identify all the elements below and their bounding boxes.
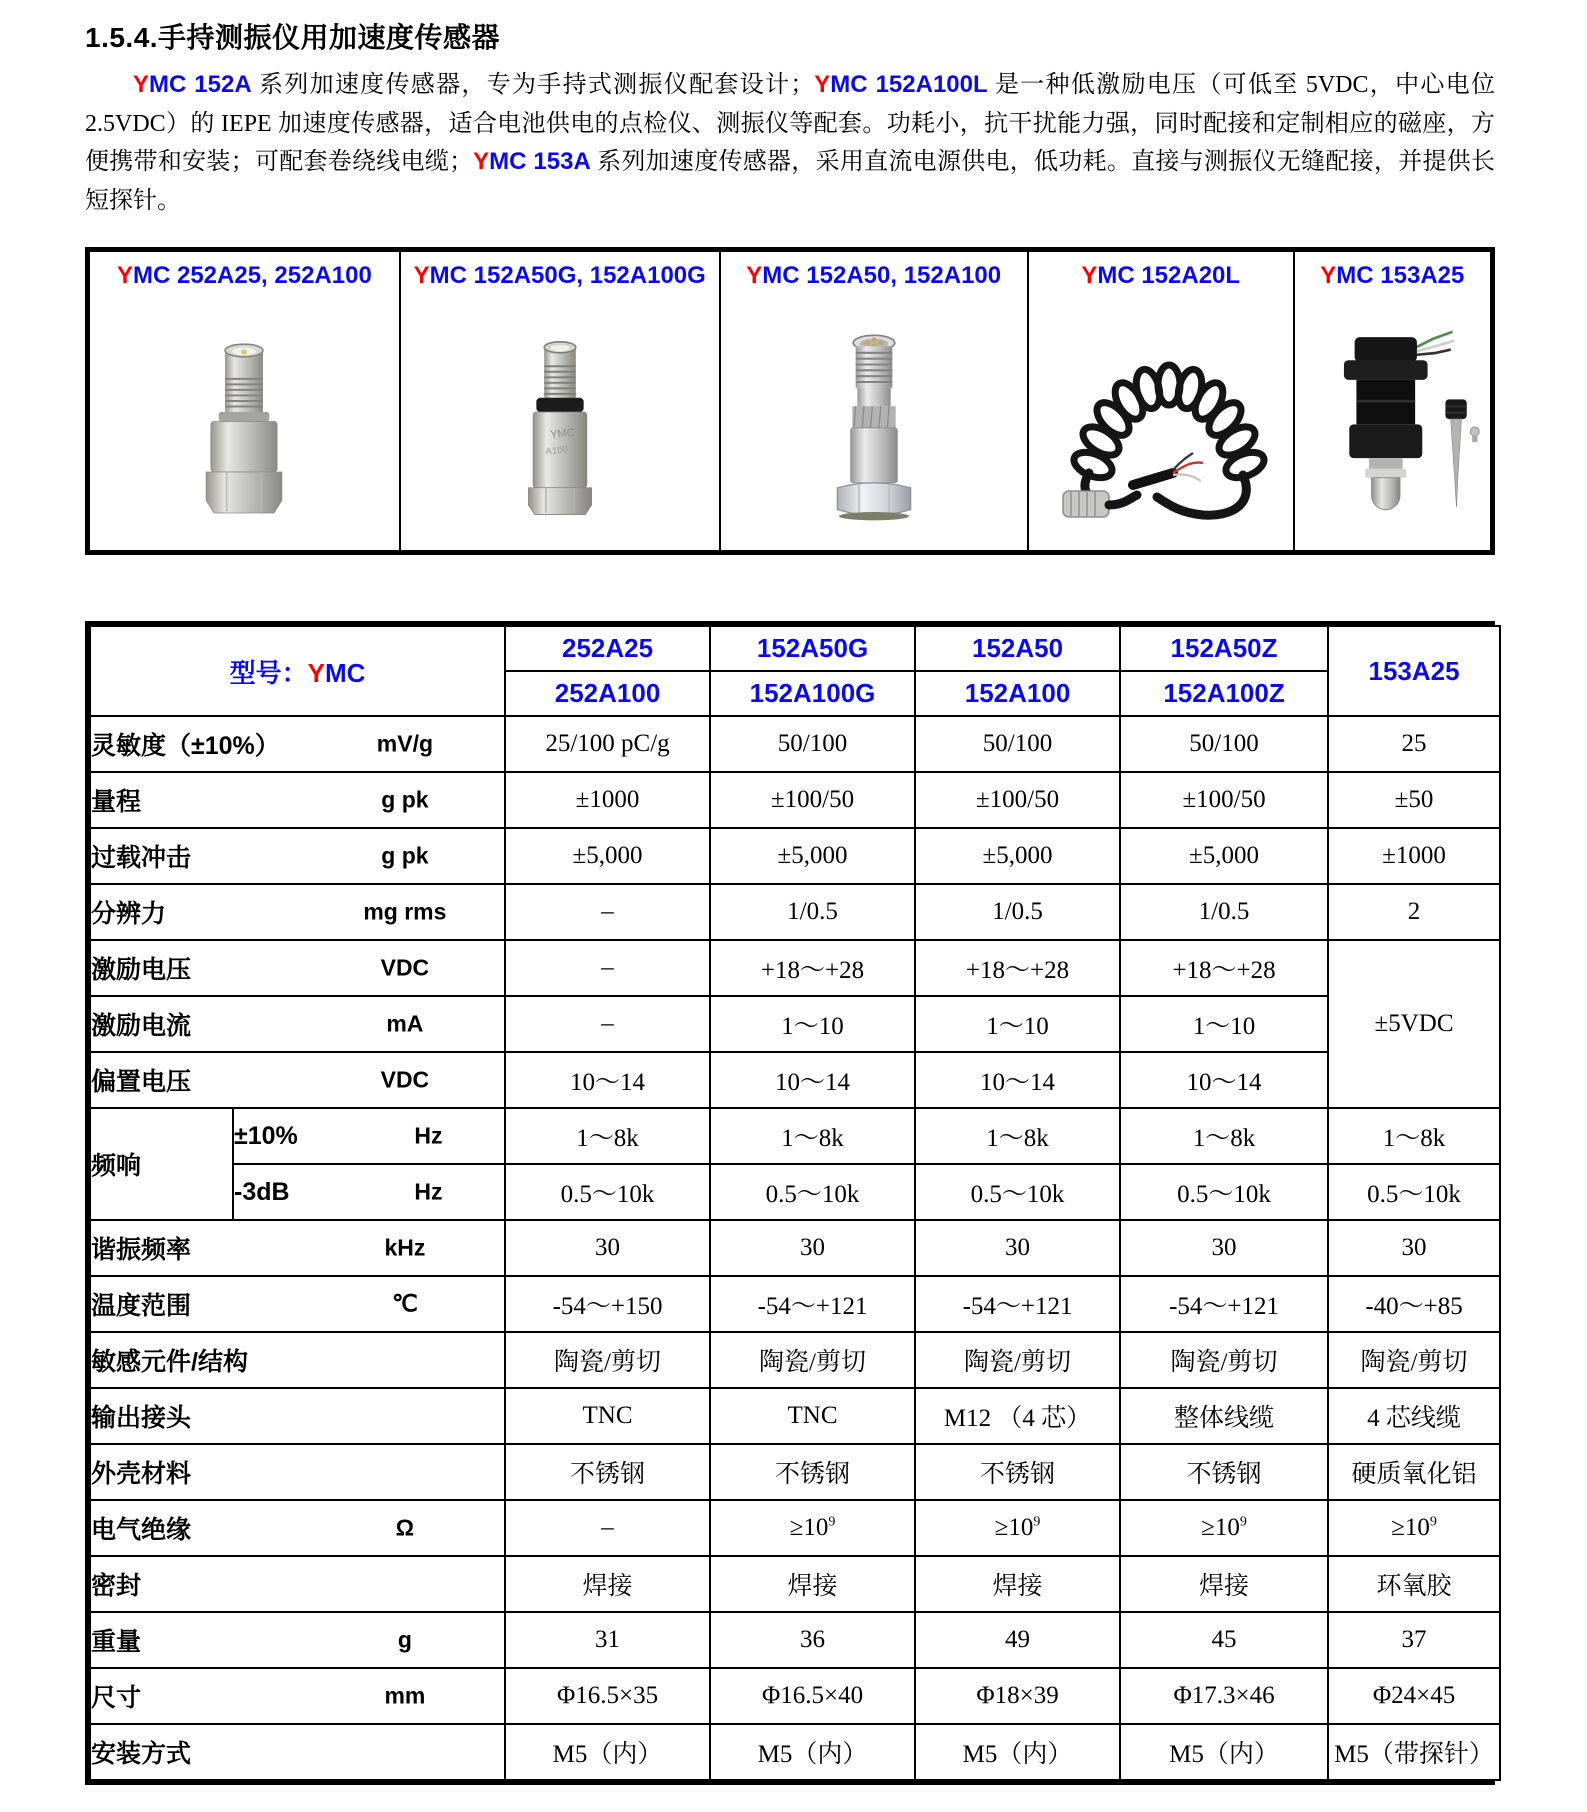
row-unit: Hz: [414, 1178, 443, 1205]
row-unit: ℃: [391, 1290, 418, 1317]
sublabel-text: -3dB: [234, 1177, 290, 1206]
row-unit: mm: [384, 1682, 426, 1709]
spec-value-cell: 焊接: [505, 1556, 710, 1612]
row-label: [90, 1724, 505, 1780]
spec-value-cell: 0.5～10k: [710, 1164, 915, 1220]
row-label: [90, 1052, 505, 1108]
spec-value-cell: 1/0.5: [915, 884, 1120, 940]
row-label-text: 量程: [91, 788, 142, 816]
spec-value-cell: ±5,000: [1120, 828, 1328, 884]
spec-value-cell: -54～+121: [915, 1276, 1120, 1332]
spec-value-cell: 整体线缆: [1120, 1388, 1328, 1444]
product-label: [90, 262, 399, 304]
brand-text: Y: [746, 262, 763, 289]
row-label-text: 偏置电压: [91, 1068, 192, 1096]
superscript: 9: [1033, 1514, 1041, 1530]
spec-value-cell: $\ge 10^9$: [1120, 1500, 1328, 1556]
spec-row: [90, 1556, 1500, 1612]
spec-value-cell: 30: [710, 1220, 915, 1276]
coiled-cable-icon: [1029, 304, 1293, 550]
row-label-text: 灵敏度（±10%）: [91, 732, 280, 760]
model-label: 型号：: [229, 657, 308, 688]
spec-value-cell: ±100/50: [915, 772, 1120, 828]
spec-row: [90, 1388, 1500, 1444]
spec-value-cell: 25/100 pC/g: [505, 716, 710, 772]
brand-text: Y: [413, 262, 430, 289]
spec-value-cell: 45: [1120, 1612, 1328, 1668]
spec-value-cell: 陶瓷/剪切: [710, 1332, 915, 1388]
spec-value-cell: 焊接: [915, 1556, 1120, 1612]
model-column-header: 152A100Z: [1120, 671, 1328, 716]
model-text: 152A50G, 152A100G: [473, 262, 706, 289]
spec-value-cell: ±100/50: [1120, 772, 1328, 828]
spec-value-cell: 30: [915, 1220, 1120, 1276]
row-unit: VDC: [380, 1066, 430, 1093]
brand-text: MC: [762, 262, 807, 289]
spec-value-cell: 36: [710, 1612, 915, 1668]
spec-value-cell: 陶瓷/剪切: [505, 1332, 710, 1388]
spec-value-cell: Φ24×45: [1328, 1668, 1500, 1724]
sensor-152a-g-icon: [401, 304, 719, 550]
spec-row: [90, 1668, 1500, 1724]
spec-value-cell: 陶瓷/剪切: [1120, 1332, 1328, 1388]
spec-value-cell: $\ge 10^9$: [1328, 1500, 1500, 1556]
product-card: [1295, 252, 1490, 550]
spec-value-cell: +18～+28: [915, 940, 1120, 996]
spec-value-cell: 31: [505, 1612, 710, 1668]
spec-table: [89, 625, 1501, 1781]
text-segment: Y: [473, 148, 490, 175]
text-segment: Y: [133, 71, 150, 98]
brand-text: MC: [1336, 262, 1381, 289]
row-unit: g: [397, 1626, 412, 1653]
model-column-header: 252A25: [505, 626, 710, 671]
text-segment: 系列加速度传感器，专为手持式测振仪配套设计；: [251, 72, 815, 98]
product-label: [1295, 262, 1490, 304]
sensor-252a-icon: [90, 304, 399, 550]
spec-row: [90, 1276, 1500, 1332]
row-unit: Ω: [395, 1514, 415, 1541]
spec-value-cell: 0.5～10k: [1120, 1164, 1328, 1220]
spec-value-cell: 1～10: [710, 996, 915, 1052]
spec-row: [90, 1612, 1500, 1668]
spec-value-cell: 0.5～10k: [1328, 1164, 1500, 1220]
spec-value-cell: 10～14: [710, 1052, 915, 1108]
spec-value-cell: ±5,000: [710, 828, 915, 884]
text-segment: MC 152A100L: [830, 71, 988, 98]
spec-value-cell: 50/100: [1120, 716, 1328, 772]
product-label: [721, 262, 1027, 304]
spec-value-cell: ±1000: [1328, 828, 1500, 884]
spec-value-cell: 1～8k: [1328, 1108, 1500, 1164]
spec-value-cell: +18～+28: [1120, 940, 1328, 996]
brand-text: Y: [307, 657, 325, 688]
model-column-header: 153A25: [1328, 626, 1500, 716]
row-label: [90, 716, 505, 772]
spec-row: [90, 884, 1500, 940]
row-unit: mV/g: [376, 730, 434, 757]
spec-row: [90, 1724, 1500, 1780]
text-segment: MC 153A: [489, 148, 591, 175]
row-label-text: 分辨力: [91, 900, 167, 928]
row-label: [90, 1332, 505, 1388]
spec-row: [90, 996, 1500, 1052]
spec-value-cell: 10～14: [505, 1052, 710, 1108]
spec-row: [90, 1052, 1500, 1108]
spec-value-cell: 1～8k: [710, 1108, 915, 1164]
spec-value-cell: 1/0.5: [1120, 884, 1328, 940]
spec-value-cell: –: [505, 940, 710, 996]
product-card: [721, 252, 1029, 550]
model-text: 153A25: [1380, 262, 1465, 289]
row-label: [90, 1556, 505, 1612]
svg-text:A100: A100: [544, 444, 568, 458]
spec-value-cell: 2: [1328, 884, 1500, 940]
spec-value-cell: Φ17.3×46: [1120, 1668, 1328, 1724]
row-label-text: 密封: [91, 1572, 142, 1600]
spec-value-cell: Φ16.5×40: [710, 1668, 915, 1724]
superscript: 9: [1239, 1514, 1247, 1530]
brand-text: MC: [1097, 262, 1142, 289]
model-column-header: 152A50G: [710, 626, 915, 671]
product-card: [401, 252, 721, 550]
spec-value-cell: ±100/50: [710, 772, 915, 828]
row-label-text: 外壳材料: [91, 1460, 192, 1488]
section-heading: 1.5.4.手持测振仪用加速度传感器: [85, 22, 501, 53]
spec-value-cell: TNC: [505, 1388, 710, 1444]
spec-value-cell: 不锈钢: [710, 1444, 915, 1500]
spec-value-cell: TNC: [710, 1388, 915, 1444]
product-card: [1029, 252, 1295, 550]
spec-row: [90, 772, 1500, 828]
model-text: 252A25, 252A100: [176, 262, 372, 289]
brand-text: Y: [1081, 262, 1098, 289]
spec-value-cell: ±50: [1328, 772, 1500, 828]
spec-value-cell: 4 芯线缆: [1328, 1388, 1500, 1444]
spec-row: [90, 1444, 1500, 1500]
row-label-text: 尺寸: [91, 1684, 142, 1712]
spec-row: [90, 1220, 1500, 1276]
spec-value-cell: –: [505, 884, 710, 940]
spec-row: [90, 940, 1500, 996]
superscript: 9: [1429, 1514, 1437, 1530]
model-column-header: 152A50Z: [1120, 626, 1328, 671]
spec-value-cell: M5（内）: [710, 1724, 915, 1780]
spec-value-cell: 50/100: [710, 716, 915, 772]
model-column-header: 152A100: [915, 671, 1120, 716]
spec-value-cell: 49: [915, 1612, 1120, 1668]
row-sublabel: [233, 1108, 505, 1164]
spec-value-cell: -54～+121: [1120, 1276, 1328, 1332]
row-label: [90, 828, 505, 884]
spec-value-cell: ±1000: [505, 772, 710, 828]
spec-value-cell: M5（内）: [505, 1724, 710, 1780]
row-label-text: 过载冲击: [91, 844, 192, 872]
row-label: [90, 1444, 505, 1500]
text-segment: 是一种低激励电压（可低至 5VDC，中心电位 2.5VDC）的 IEPE 加速度传感器，适合电池供电的点检仪、测振仪等配套。功耗小，抗干扰能力强，同时配接和定制相应的磁座，方便携带和安装；可配套卷绕线电缆；: [85, 72, 1496, 175]
spec-value-cell: –: [505, 996, 710, 1052]
row-label: [90, 884, 505, 940]
brand-text: MC: [324, 657, 366, 688]
row-label: [90, 772, 505, 828]
sublabel-text: ±10%: [234, 1121, 298, 1150]
row-label: [90, 1612, 505, 1668]
row-label-text: 重量: [91, 1628, 142, 1656]
spec-row: [90, 1332, 1500, 1388]
spec-value-cell: $\ge 10^9$: [915, 1500, 1120, 1556]
row-label-text: 电气绝缘: [91, 1516, 192, 1544]
spec-value-cell: ±5,000: [915, 828, 1120, 884]
spec-value-cell: 0.5～10k: [915, 1164, 1120, 1220]
spec-value-cell: -40～+85: [1328, 1276, 1500, 1332]
brand-text: Y: [1320, 262, 1337, 289]
spec-value-cell: 10～14: [1120, 1052, 1328, 1108]
spec-value-cell: 30: [505, 1220, 710, 1276]
spec-value-cell: 37: [1328, 1612, 1500, 1668]
text-segment: Y: [814, 71, 831, 98]
row-unit: kHz: [384, 1234, 426, 1261]
row-sublabel: [233, 1164, 505, 1220]
row-label: [90, 1276, 505, 1332]
spec-value-cell: 1/0.5: [710, 884, 915, 940]
row-unit: Hz: [414, 1122, 443, 1149]
product-photo-table: [85, 247, 1495, 555]
spec-value-cell: 1～8k: [915, 1108, 1120, 1164]
spec-value-cell: M5（带探针）: [1328, 1724, 1500, 1780]
row-unit: mA: [386, 1010, 424, 1037]
spec-value-cell: Φ18×39: [915, 1668, 1120, 1724]
row-label-text: 温度范围: [91, 1292, 192, 1320]
spec-value-cell: 50/100: [915, 716, 1120, 772]
product-label: [401, 262, 719, 304]
spec-value-cell: Φ16.5×35: [505, 1668, 710, 1724]
spec-value-cell: 10～14: [915, 1052, 1120, 1108]
spec-value-cell: 30: [1120, 1220, 1328, 1276]
spec-value-cell: 1～8k: [1120, 1108, 1328, 1164]
model-text: 152A20L: [1141, 262, 1241, 289]
row-unit: g pk: [381, 786, 429, 813]
spec-value-cell: 不锈钢: [915, 1444, 1120, 1500]
merged-value-cell: ±5VDC: [1328, 940, 1500, 1108]
model-row-header: [90, 626, 505, 716]
spec-value-cell: 环氧胶: [1328, 1556, 1500, 1612]
spec-value-cell: -54～+121: [710, 1276, 915, 1332]
row-label: [90, 940, 505, 996]
row-label-text: 激励电压: [91, 956, 192, 984]
product-card: [90, 252, 401, 550]
spec-value-cell: 焊接: [710, 1556, 915, 1612]
model-column-header: 152A100G: [710, 671, 915, 716]
spec-value-cell: $\ge 10^9$: [710, 1500, 915, 1556]
model-text: 152A50, 152A100: [806, 262, 1002, 289]
row-label-text: 输出接头: [91, 1404, 192, 1432]
sensor-153a-probe-icon: [1295, 304, 1490, 550]
row-label: [90, 1500, 505, 1556]
row-label: [90, 1668, 505, 1724]
spec-value-cell: 30: [1328, 1220, 1500, 1276]
spec-value-cell: 陶瓷/剪切: [1328, 1332, 1500, 1388]
spec-row: [90, 828, 1500, 884]
brand-text: MC: [429, 262, 474, 289]
brand-text: MC: [132, 262, 177, 289]
spec-value-cell: 1～10: [1120, 996, 1328, 1052]
row-label-text: 激励电流: [91, 1012, 192, 1040]
row-label: [90, 1388, 505, 1444]
spec-value-cell: M5（内）: [1120, 1724, 1328, 1780]
spec-value-cell: +18～+28: [710, 940, 915, 996]
spec-row: [90, 1108, 1500, 1164]
intro-paragraph: [85, 66, 1495, 220]
spec-value-cell: 陶瓷/剪切: [915, 1332, 1120, 1388]
spec-value-cell: ±5,000: [505, 828, 710, 884]
spec-header-row: [90, 626, 1500, 671]
spec-value-cell: –: [505, 1500, 710, 1556]
row-label: [90, 1220, 505, 1276]
spec-value-cell: -54～+150: [505, 1276, 710, 1332]
spec-value-cell: 1～8k: [505, 1108, 710, 1164]
row-label-text: 谐振频率: [91, 1236, 192, 1264]
superscript: 9: [828, 1514, 836, 1530]
spec-value-cell: 不锈钢: [1120, 1444, 1328, 1500]
spec-value-cell: 0.5～10k: [505, 1164, 710, 1220]
spec-value-cell: M5（内）: [915, 1724, 1120, 1780]
brand-text: Y: [116, 262, 133, 289]
spec-value-cell: 不锈钢: [505, 1444, 710, 1500]
product-label: [1029, 262, 1293, 304]
row-label-text: 安装方式: [91, 1740, 192, 1768]
row-unit: mg rms: [363, 898, 447, 925]
spec-value-cell: M12 （4 芯）: [915, 1388, 1120, 1444]
spec-row: [90, 1164, 1500, 1220]
spec-table-wrapper: [85, 621, 1495, 1785]
text-segment: 系列加速度传感器，采用直流电源供电，低功耗。直接与测振仪无缝配接，并提供长短探针。: [85, 149, 1496, 214]
spec-row: [90, 716, 1500, 772]
row-label: 频响: [90, 1108, 233, 1220]
row-unit: g pk: [381, 842, 429, 869]
row-unit: VDC: [380, 954, 430, 981]
row-label-text: 敏感元件/结构: [91, 1348, 248, 1376]
svg-text:YMC: YMC: [549, 426, 576, 442]
model-column-header: 252A100: [505, 671, 710, 716]
spec-row: [90, 1500, 1500, 1556]
row-label: [90, 996, 505, 1052]
spec-value-cell: 焊接: [1120, 1556, 1328, 1612]
text-segment: MC 152A: [149, 71, 252, 98]
spec-value-cell: 25: [1328, 716, 1500, 772]
spec-value-cell: 硬质氧化铝: [1328, 1444, 1500, 1500]
spec-value-cell: 1～10: [915, 996, 1120, 1052]
sensor-152a-icon: [721, 304, 1027, 550]
model-column-header: 152A50: [915, 626, 1120, 671]
